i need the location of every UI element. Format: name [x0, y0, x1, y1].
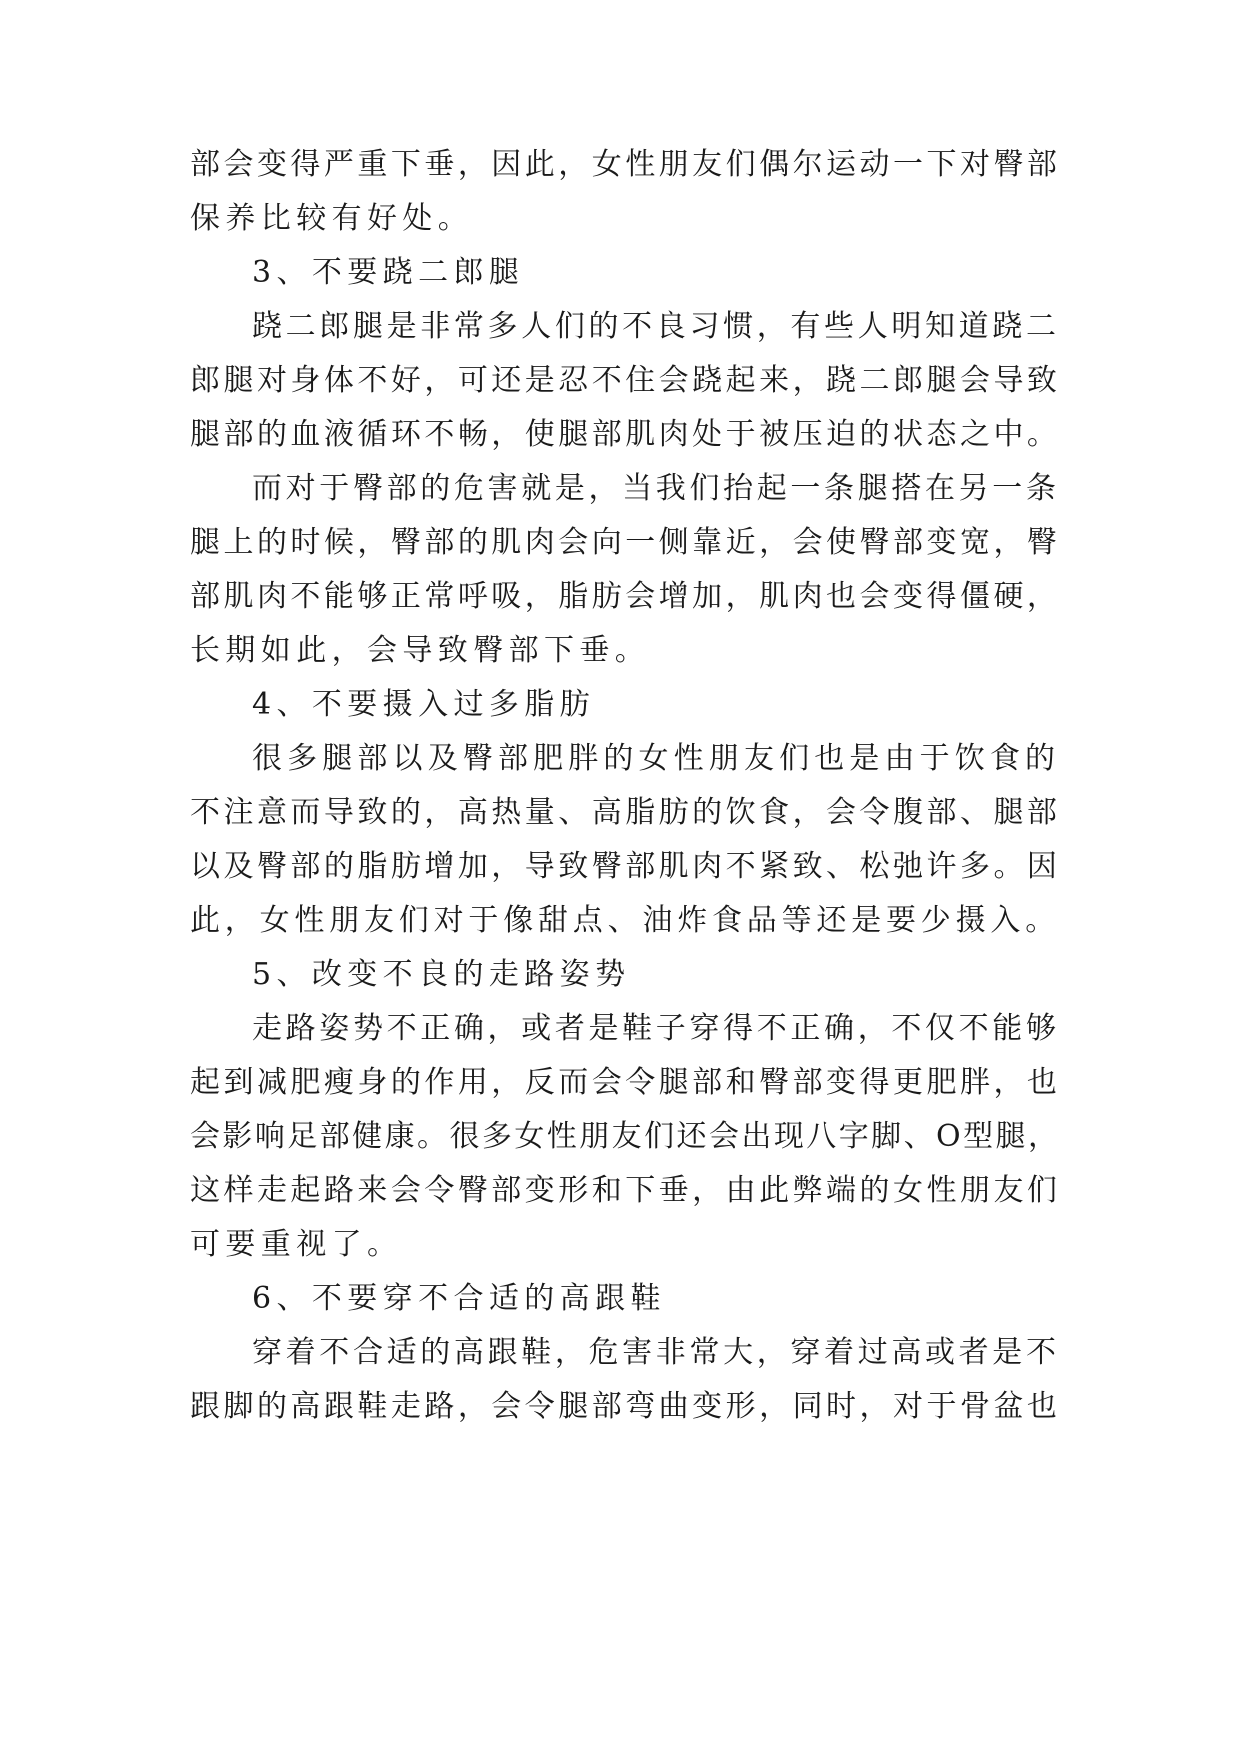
paragraph-line: 而对于臀部的危害就是，当我们抬起一条腿搭在另一条 [252, 471, 1060, 506]
paragraph-line: 跷二郎腿是非常多人们的不良习惯，有些人明知道跷二 [252, 309, 1060, 344]
paragraph-line: 很多腿部以及臀部肥胖的女性朋友们也是由于饮食的 [252, 741, 1061, 776]
paragraph-line: 保养比较有好处。 [190, 201, 474, 236]
paragraph-line: 不注意而导致的，高热量、高脂肪的饮食，会令腹部、腿部 [190, 795, 1061, 830]
paragraph-line: 腿部的血液循环不畅，使腿部肌肉处于被压迫的状态之中。 [190, 417, 1061, 452]
section-heading: 3、不要跷二郎腿 [252, 255, 525, 290]
paragraph-line: 走路姿势不正确，或者是鞋子穿得不正确，不仅不能够 [252, 1011, 1060, 1046]
paragraph-line: 郎腿对身体不好，可还是忍不住会跷起来，跷二郎腿会导致 [190, 363, 1061, 398]
paragraph-line: 穿着不合适的高跟鞋，危害非常大，穿着过高或者是不 [252, 1335, 1060, 1370]
paragraph-line: 部会变得严重下垂，因此，女性朋友们偶尔运动一下对臀部 [190, 147, 1061, 182]
paragraph-line: 部肌肉不能够正常呼吸，脂肪会增加，肌肉也会变得僵硬， [190, 579, 1061, 614]
paragraph-line: 跟脚的高跟鞋走路，会令腿部弯曲变形，同时，对于骨盆也 [190, 1389, 1061, 1424]
paragraph-line: 以及臀部的脂肪增加，导致臀部肌肉不紧致、松弛许多。因 [190, 849, 1061, 884]
paragraph-line: 会影响足部健康。很多女性朋友们还会出现八字脚、O型腿， [190, 1119, 1061, 1154]
paragraph-line: 腿上的时候，臀部的肌肉会向一侧靠近，会使臀部变宽，臀 [190, 525, 1061, 560]
section-heading: 5、改变不良的走路姿势 [252, 957, 631, 992]
section-heading: 6、不要穿不合适的高跟鞋 [252, 1281, 666, 1316]
paragraph-line: 可要重视了。 [190, 1227, 403, 1262]
paragraph-line: 此，女性朋友们对于像甜点、油炸食品等还是要少摄入。 [190, 903, 1060, 938]
paragraph-line: 长期如此，会导致臀部下垂。 [190, 633, 651, 668]
paragraph-line: 这样走起路来会令臀部变形和下垂，由此弊端的女性朋友们 [190, 1173, 1061, 1208]
section-heading: 4、不要摄入过多脂肪 [252, 687, 596, 722]
paragraph-line: 起到减肥瘦身的作用，反而会令腿部和臀部变得更肥胖，也 [190, 1065, 1061, 1100]
